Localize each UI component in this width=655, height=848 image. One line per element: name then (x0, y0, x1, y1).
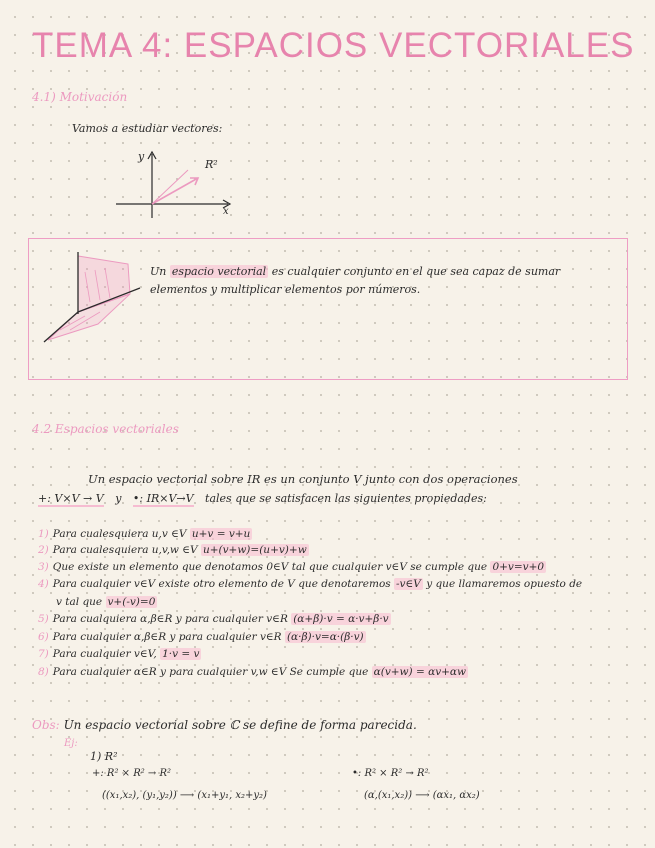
example-label: Ej: (64, 738, 78, 749)
property-4: 4) Para cualquier v∈V existe otro elemento de V que denotaremos -v∈V y que llamaremos opuesto de (38, 578, 583, 590)
example-item: 1) R² (90, 750, 118, 763)
property-1: 1) Para cualesquiera u,v ∈V u+v = v+u (38, 528, 251, 540)
op-sum: +: V×V → V (38, 492, 104, 505)
op-scalar: •: IR×V→V (132, 492, 194, 505)
section-heading-motivacion: 4.1) Motivación (32, 90, 128, 104)
definition-line-2: elementos y multiplicar elementos por números. (150, 283, 421, 296)
scalar-operation: •: R² × R² → R² (352, 768, 429, 779)
x-axis-label: x (223, 206, 229, 217)
3d-axes-sketch (40, 250, 150, 350)
r2-label: R² (205, 158, 218, 171)
vector-diagram (110, 148, 250, 228)
scalar-mapping: (α,(x₁,x₂)) ⟶ (αx₁, αx₂) (364, 790, 480, 801)
espacio-vectorial-highlight: espacio vectorial (171, 265, 267, 278)
section-heading-espacios: 4.2 Espacios vectoriales (32, 422, 179, 436)
property-3: 3) Que existe un elemento que denotamos 0∈V tal que cualquier v∈V se cumple que 0+v=v+0 (38, 561, 545, 573)
obs-label: Obs: (32, 718, 60, 732)
property-5: 5) Para cualquiera α,β∈R y para cualquier v∈R (α+β)·v = α·v+β·v (38, 613, 389, 625)
definition-line-1: Un espacio vectorial es cualquier conjunto en el que sea capaz de sumar (150, 265, 561, 278)
property-6: 6) Para cualquier α,β∈R y para cualquier v∈R (α·β)·v=α·(β·v) (38, 631, 364, 643)
property-4-cont: v tal que v+(-v)=0 (56, 596, 156, 608)
y-axis-label: y (138, 150, 145, 163)
page-title: TEMA 4: ESPACIOS VECTORIALES (32, 26, 635, 65)
def-line-2: +: V×V → V y •: IR×V→V tales que se satisfacen las siguientes propiedades: (38, 492, 487, 505)
property-2: 2) Para cualesquiera u,v,w ∈V u+(v+w)=(u+v)+w (38, 544, 307, 556)
sum-mapping: ((x₁,x₂), (y₁,y₂)) ⟶ (x₁+y₁, x₂+y₂) (102, 790, 267, 801)
intro-text: Vamos a estudiar vectores: (72, 122, 223, 135)
property-7: 7) Para cualquier v∈V, 1·v = v (38, 648, 200, 660)
def-line-1: Un espacio vectorial sobre IR es un conjunto V junto con dos operaciones (88, 472, 518, 486)
sum-operation: +: R² × R² → R² (92, 768, 172, 779)
property-8: 8) Para cualquier α∈R y para cualquier v,w ∈V Se cumple que α(v+w) = αv+αw (38, 666, 467, 678)
obs-line: Obs: Un espacio vectorial sobre ℂ se define de forma parecida. (32, 718, 417, 732)
